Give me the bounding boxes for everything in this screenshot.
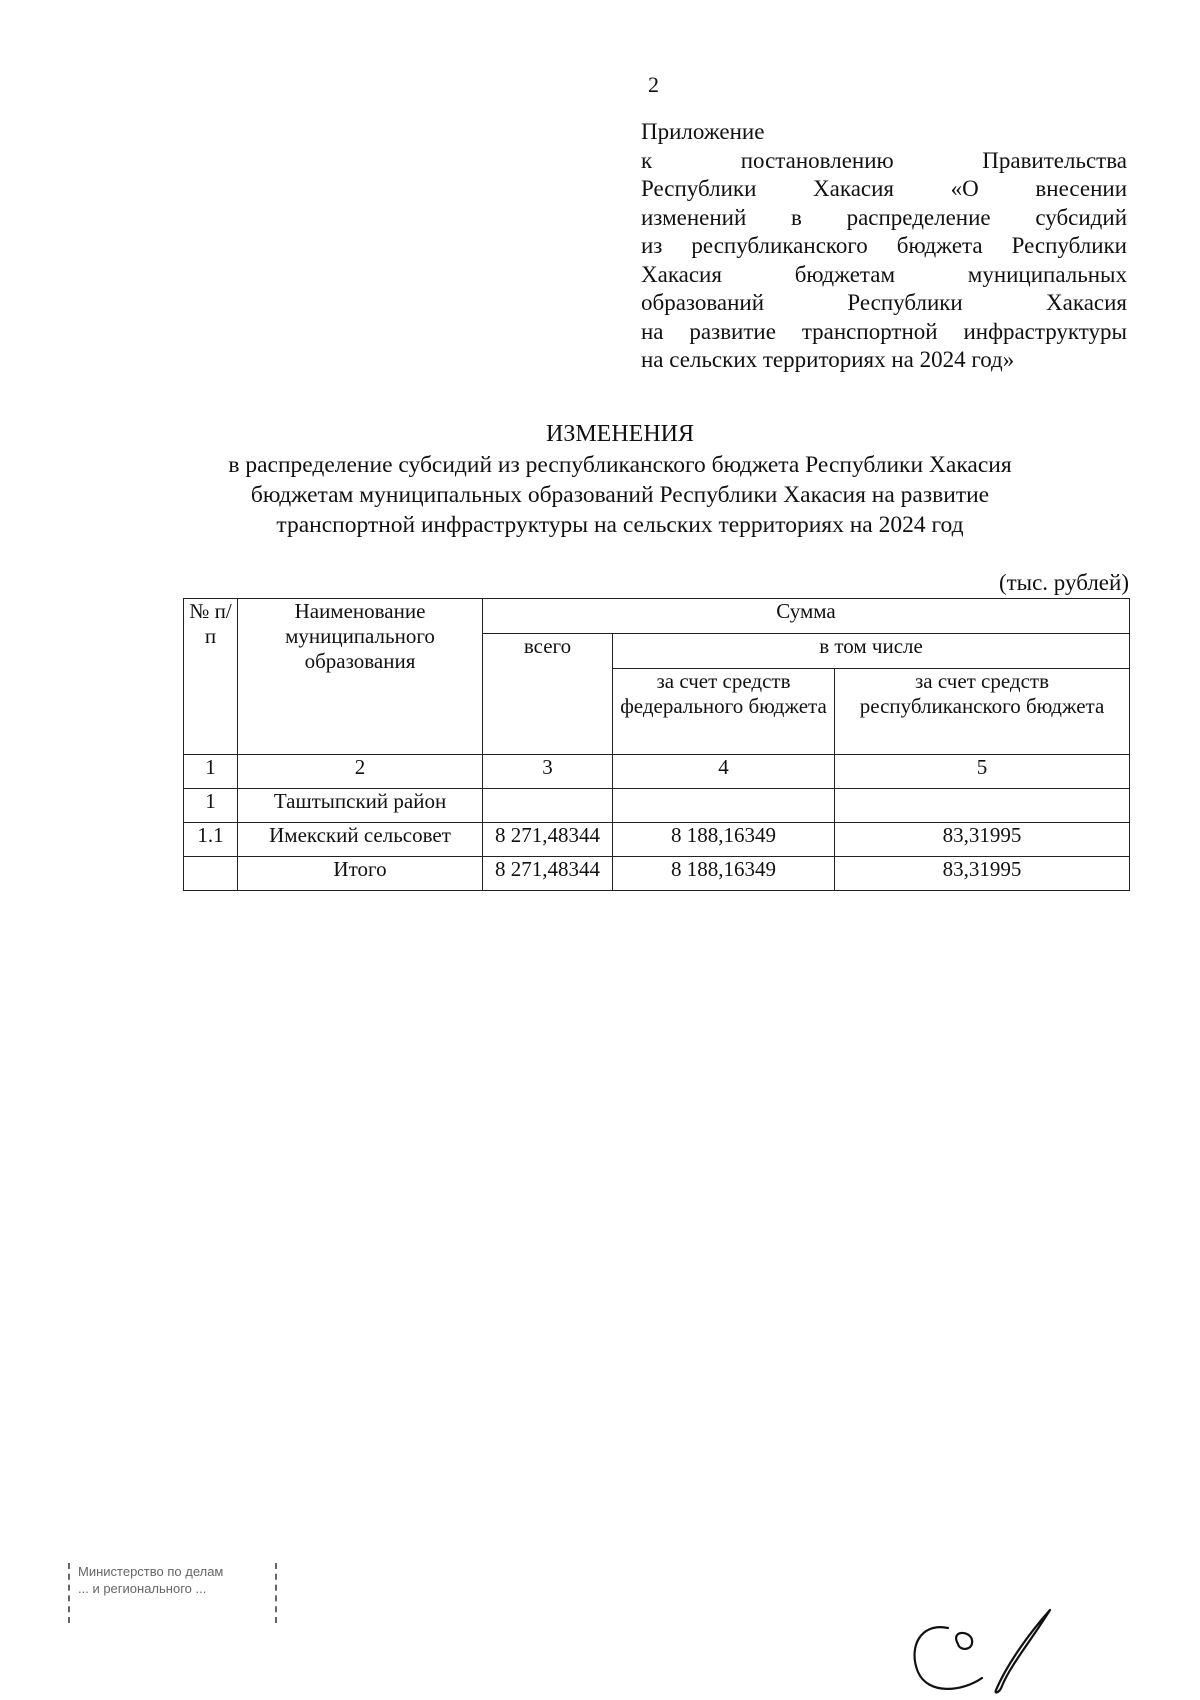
cell-republic [835, 789, 1130, 823]
cell-name: Таштыпский район [238, 789, 483, 823]
column-number: 3 [483, 755, 613, 789]
document-subtitle [160, 450, 1080, 540]
appendix-line: Хакасия бюджетам муниципальных [641, 261, 1127, 287]
appendix-line: к постановлению Правительства [641, 147, 1127, 173]
cell-federal: 8 188,16349 [613, 857, 835, 891]
column-number: 1 [184, 755, 238, 789]
appendix-line: на развитие транспортной инфраструктуры [641, 318, 1127, 344]
cell-federal: 8 188,16349 [613, 823, 835, 857]
header-sum: Сумма [483, 599, 1130, 634]
table-row [184, 857, 1130, 891]
column-number: 4 [613, 755, 835, 789]
cell-federal [613, 789, 835, 823]
cell-num: 1 [184, 789, 238, 823]
appendix-line: из республиканского бюджета Республики [641, 233, 1127, 258]
units-label: (тыс. рублей) [998, 570, 1129, 595]
header-including: в том числе [613, 634, 1130, 669]
cell-num [184, 857, 238, 891]
cell-name: Имекский сельсовет [238, 823, 483, 857]
cell-republic: 83,31995 [835, 857, 1130, 891]
header-republic: за счет средств республиканского бюджета [835, 669, 1130, 755]
appendix-line: образований Республики Хакасия [641, 290, 1127, 315]
cell-total: 8 271,48344 [483, 823, 613, 857]
cell-num: 1.1 [184, 823, 238, 857]
stamp-line: Министерство по делам [78, 1564, 224, 1579]
page-number: 2 [648, 72, 659, 97]
appendix-line: Республики Хакасия «О внесении [641, 176, 1127, 201]
registration-stamp [68, 1563, 277, 1623]
cell-total: 8 271,48344 [483, 857, 613, 891]
subtitle-line: бюджетам муниципальных образований Республики Хакасия на развитие [250, 482, 990, 508]
cell-republic: 83,31995 [835, 823, 1130, 857]
appendix-line: Приложение [641, 119, 765, 144]
header-total: всего [483, 634, 613, 755]
stamp-line: ... и регионального ... [78, 1581, 207, 1596]
table-row [184, 789, 1130, 823]
column-number: 5 [835, 755, 1130, 789]
subtitle-line: транспортной инфраструктуры на сельских территориях на 2024 год [276, 512, 964, 538]
appendix-block [641, 118, 1127, 375]
appendix-line: на сельских территориях на 2024 год» [641, 347, 1015, 372]
header-federal: за счет средств федерального бюджета [613, 669, 835, 755]
column-number: 2 [238, 755, 483, 789]
header-num: № п/п [184, 599, 238, 755]
cell-total [483, 789, 613, 823]
table-row [184, 823, 1130, 857]
subsidy-table [183, 598, 1130, 891]
header-name: Наименование муниципального образования [238, 599, 483, 755]
cell-name: Итого [238, 857, 483, 891]
subtitle-line: в распределение субсидий из республиканского бюджета Республики Хакасия [228, 452, 1012, 478]
signature-mark [900, 1600, 1080, 1700]
document-title: ИЗМЕНЕНИЯ [545, 421, 695, 447]
appendix-line: изменений в распределение субсидий [641, 204, 1127, 230]
